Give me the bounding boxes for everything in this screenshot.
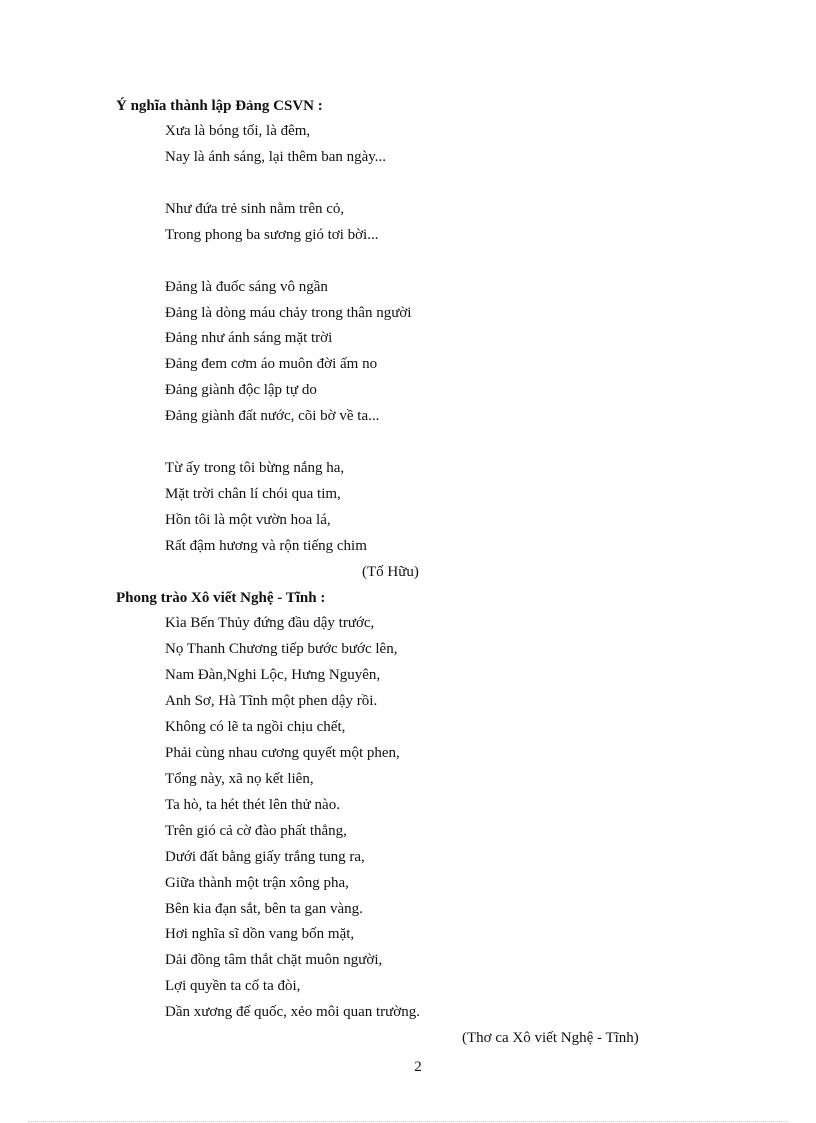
poem-line: Không có lẽ ta ngồi chịu chết, [165, 719, 346, 735]
poem-line: Phải cùng nhau cương quyết một phen, [165, 745, 400, 761]
poem-line: Hơi nghĩa sĩ dồn vang bốn mặt, [165, 926, 355, 942]
section-heading-party-significance: Ý nghĩa thành lập Đảng CSVN : [116, 98, 323, 114]
poem-line: Đảng là dòng máu chảy trong thân người [165, 305, 412, 321]
poem-line: Dần xương đế quốc, xẻo môi quan trường. [165, 1004, 420, 1020]
page-number: 2 [414, 1059, 422, 1075]
poem-line: Đảng giành độc lập tự do [165, 382, 317, 398]
poem-line: Nay là ánh sáng, lại thêm ban ngày... [165, 149, 387, 165]
poem-line: Tổng này, xã nọ kết liên, [165, 771, 314, 787]
poem-line: Bên kia đạn sắt, bên ta gan vàng. [165, 901, 363, 917]
poem-line: Đảng đem cơm áo muôn đời ấm no [165, 356, 378, 372]
poem-line: Đảng là đuốc sáng vô ngần [165, 279, 328, 295]
poem-line: Mặt trời chân lí chói qua tim, [165, 486, 341, 502]
poem-line: Giữa thành một trận xông pha, [165, 875, 349, 891]
poem-credit-to-huu: (Tố Hữu) [362, 564, 419, 580]
poem-line: Ta hò, ta hét thét lên thử nào. [165, 797, 340, 813]
poem-line: Nam Đàn,Nghi Lộc, Hưng Nguyên, [165, 667, 381, 683]
poem-line: Trên gió cả cờ đào phất thẳng, [165, 823, 347, 839]
poem-line: Đảng như ánh sáng mặt trời [165, 330, 333, 346]
poem-line: Nọ Thanh Chương tiếp bước bước lên, [165, 641, 398, 657]
poem-line: Như đứa trẻ sinh nằm trên cỏ, [165, 201, 345, 217]
poem-line: Hồn tôi là một vườn hoa lá, [165, 512, 331, 528]
poem-line: Rất đậm hương và rộn tiếng chim [165, 538, 367, 554]
poem-line: Lợi quyền ta cố ta đòi, [165, 978, 301, 994]
section-heading-xo-viet: Phong trào Xô viết Nghệ - Tĩnh : [116, 590, 326, 606]
poem-line: Từ ấy trong tôi bừng nắng ha, [165, 460, 345, 476]
poem-line: Đảng giành đất nước, cõi bờ về ta... [165, 408, 380, 424]
poem-line: Dưới đất bằng giấy trắng tung ra, [165, 849, 365, 865]
poem-line: Kìa Bến Thủy đứng đầu dậy trước, [165, 615, 375, 631]
poem-line: Xưa là bóng tối, là đêm, [165, 123, 311, 139]
poem-line: Anh Sơ, Hà Tĩnh một phen dậy rồi. [165, 693, 378, 709]
poem-line: Dải đồng tâm thắt chặt muôn người, [165, 952, 383, 968]
poem-line: Trong phong ba sương gió tơi bời... [165, 227, 379, 243]
page-bottom-divider [28, 1121, 788, 1122]
poem-credit-xo-viet: (Thơ ca Xô viết Nghệ - Tĩnh) [462, 1030, 639, 1046]
